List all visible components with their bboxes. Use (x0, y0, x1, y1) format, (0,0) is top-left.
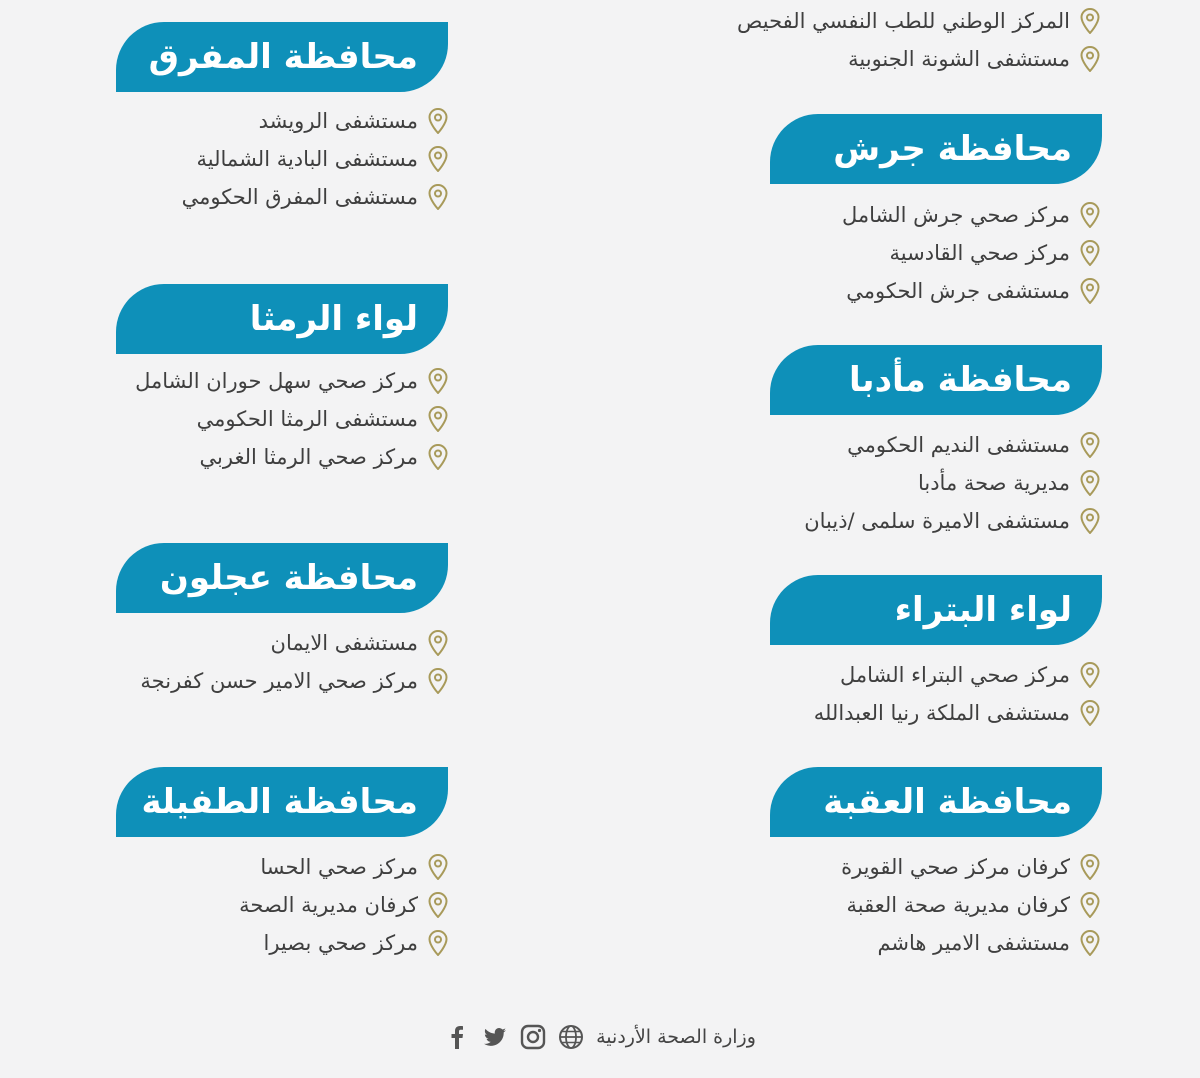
list-item (239, 886, 448, 924)
list-item (814, 694, 1100, 732)
list-item (200, 438, 448, 476)
location-pin-icon (428, 406, 448, 432)
section-header-tafila: محافظة الطفيلة (116, 767, 448, 837)
location-pin-icon (428, 892, 448, 918)
item-label: مركز صحي الحسا (260, 855, 418, 879)
list-item (135, 362, 448, 400)
list-item (842, 196, 1100, 234)
location-pin-icon (1080, 700, 1100, 726)
ministry-name: وزارة الصحة الأردنية (596, 1026, 756, 1048)
item-label: مستشفى الامير هاشم (877, 931, 1070, 955)
instagram-icon[interactable] (520, 1024, 546, 1050)
location-pin-icon (1080, 854, 1100, 880)
list-item (877, 924, 1100, 962)
item-label: المركز الوطني للطب النفسي الفحيص (737, 9, 1070, 33)
item-label: مركز صحي الرمثا الغربي (199, 445, 418, 469)
location-pin-icon (1080, 432, 1100, 458)
list-item (259, 102, 448, 140)
item-label: مستشفى الرويشد (258, 109, 418, 133)
item-label: مستشفى النديم الحكومي (847, 433, 1070, 457)
item-label: مركز صحي القادسية (889, 241, 1070, 265)
section-header-mafraq: محافظة المفرق (116, 22, 448, 92)
item-label: مستشفى الملكة رنيا العبدالله (813, 701, 1070, 725)
list-item (264, 924, 448, 962)
list-item (271, 624, 448, 662)
list-item (847, 426, 1100, 464)
location-pin-icon (428, 854, 448, 880)
location-pin-icon (428, 668, 448, 694)
twitter-icon[interactable] (482, 1024, 508, 1050)
list-item (197, 140, 448, 178)
globe-icon[interactable] (558, 1024, 584, 1050)
item-label: مستشفى البادية الشمالية (196, 147, 418, 171)
facebook-icon[interactable] (444, 1024, 470, 1050)
location-pin-icon (1080, 508, 1100, 534)
item-label: كرفان مديرية صحة العقبة (846, 893, 1070, 917)
item-label: مركز صحي الامير حسن كفرنجة (140, 669, 418, 693)
item-label: مستشفى الشونة الجنوبية (848, 47, 1070, 71)
list-item (846, 272, 1100, 310)
list-item (737, 2, 1100, 40)
location-pin-icon (428, 630, 448, 656)
item-label: مستشفى جرش الحكومي (846, 279, 1070, 303)
item-label: مركز صحي البتراء الشامل (839, 663, 1070, 687)
section-header-madaba: محافظة مأدبا (770, 345, 1102, 415)
list-item (848, 40, 1100, 78)
location-pin-icon (428, 368, 448, 394)
location-pin-icon (1080, 930, 1100, 956)
item-label: مستشفى الاميرة سلمى /ذيبان (804, 509, 1070, 533)
location-pin-icon (1080, 892, 1100, 918)
list-item (841, 848, 1100, 886)
section-header-aqaba: محافظة العقبة (770, 767, 1102, 837)
list-item (804, 502, 1100, 540)
location-pin-icon (428, 444, 448, 470)
location-pin-icon (428, 146, 448, 172)
item-label: مركز صحي بصيرا (263, 931, 418, 955)
location-pin-icon (428, 930, 448, 956)
location-pin-icon (1080, 470, 1100, 496)
list-item (890, 234, 1100, 272)
item-label: كرفان مركز صحي القويرة (841, 855, 1070, 879)
footer (0, 1020, 1200, 1054)
location-pin-icon (1080, 8, 1100, 34)
item-label: كرفان مديرية الصحة (239, 893, 418, 917)
list-item (260, 848, 448, 886)
item-label: مستشفى الرمثا الحكومي (196, 407, 418, 431)
item-label: مستشفى الايمان (270, 631, 418, 655)
section-header-petra: لواء البتراء (770, 575, 1102, 645)
location-pin-icon (1080, 240, 1100, 266)
list-item (197, 400, 448, 438)
list-item (182, 178, 448, 216)
location-pin-icon (1080, 278, 1100, 304)
item-label: مركز صحي جرش الشامل (841, 203, 1070, 227)
location-pin-icon (1080, 202, 1100, 228)
item-label: مديرية صحة مأدبا (917, 471, 1070, 495)
location-pin-icon (428, 184, 448, 210)
location-pin-icon (1080, 46, 1100, 72)
location-pin-icon (428, 108, 448, 134)
list-item (140, 662, 448, 700)
list-item (846, 886, 1100, 924)
list-item (918, 464, 1100, 502)
item-label: مركز صحي سهل حوران الشامل (135, 369, 418, 393)
section-header-jerash: محافظة جرش (770, 114, 1102, 184)
item-label: مستشفى المفرق الحكومي (181, 185, 418, 209)
list-item (840, 656, 1100, 694)
location-pin-icon (1080, 662, 1100, 688)
section-header-ramtha: لواء الرمثا (116, 284, 448, 354)
section-header-ajloun: محافظة عجلون (116, 543, 448, 613)
